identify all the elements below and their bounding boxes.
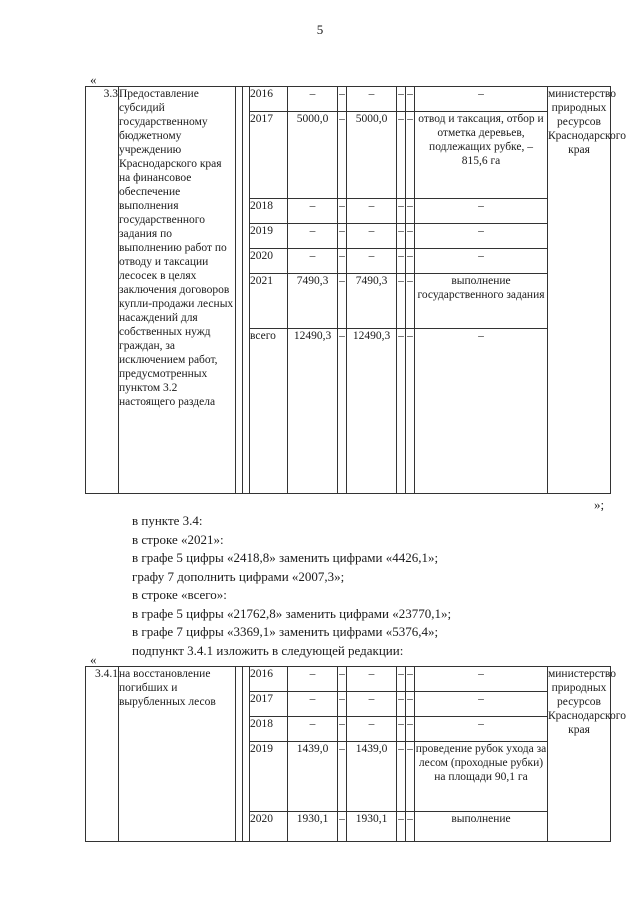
table-item-3-4-1 xyxy=(85,666,626,842)
result-cell: – xyxy=(415,692,548,717)
paragraph-line: в строке «всего»: xyxy=(132,587,227,602)
year-cell: 2020 xyxy=(250,812,288,842)
closing-quote: »; xyxy=(594,497,605,512)
paragraph-line: в графе 7 цифры «3369,1» заменить цифрами «5376,4»; xyxy=(132,624,439,639)
value-cell: – xyxy=(347,249,397,274)
value-cell: – xyxy=(347,224,397,249)
paragraph-line: в графе 5 цифры «2418,8» заменить цифрами «4426,1»; xyxy=(132,550,439,565)
value-cell: – xyxy=(347,717,397,742)
opening-quote: « xyxy=(90,652,97,667)
value-cell: – xyxy=(338,224,347,249)
narrow-column xyxy=(236,87,243,494)
total-cell: 12490,3 xyxy=(288,329,338,494)
paragraph-line: в пункте 3.4: xyxy=(132,513,203,528)
result-cell: – xyxy=(415,224,548,249)
paragraph-line: в графе 5 цифры «21762,8» заменить цифрами «23770,1»; xyxy=(132,605,452,621)
narrow-column xyxy=(243,87,250,494)
value-cell: – xyxy=(338,717,347,742)
value-cell: 1930,1 xyxy=(347,812,397,842)
value-cell: 1439,0 xyxy=(347,742,397,812)
paragraph-line: в строке «2021»: xyxy=(132,531,224,547)
table-item-3-3 xyxy=(85,86,626,494)
value-cell: 12490,3 xyxy=(347,329,397,494)
total-cell: – xyxy=(288,199,338,224)
amendment-paragraph xyxy=(132,512,612,660)
narrow-column xyxy=(236,667,243,842)
item-description: на восстановление погибших и вырубленных лесов xyxy=(119,667,236,842)
value-cell: – xyxy=(397,274,406,329)
responsible-owner: министерство природных ресурсов Краснодарского края xyxy=(548,667,611,842)
value-cell: – xyxy=(347,199,397,224)
value-cell: – xyxy=(338,742,347,812)
value-cell: – xyxy=(338,667,347,692)
result-cell: – xyxy=(415,249,548,274)
year-cell: 2016 xyxy=(250,667,288,692)
year-cell: 2016 xyxy=(250,87,288,112)
value-cell: – xyxy=(397,249,406,274)
value-cell: – xyxy=(406,329,415,494)
value-cell: – xyxy=(406,274,415,329)
item-number: 3.3 xyxy=(86,87,119,494)
total-cell: – xyxy=(288,667,338,692)
total-cell: 1930,1 xyxy=(288,812,338,842)
value-cell: – xyxy=(406,87,415,112)
responsible-owner: министерство природных ресурсов Краснодарского края xyxy=(548,87,611,494)
value-cell: – xyxy=(397,199,406,224)
value-cell: – xyxy=(397,717,406,742)
value-cell: – xyxy=(347,692,397,717)
value-cell: 7490,3 xyxy=(347,274,397,329)
value-cell: – xyxy=(397,692,406,717)
total-cell: 7490,3 xyxy=(288,274,338,329)
result-cell: – xyxy=(415,329,548,494)
value-cell: – xyxy=(397,329,406,494)
result-cell: выполнение государственного задания xyxy=(415,274,548,329)
value-cell: – xyxy=(406,249,415,274)
result-cell: выполнение xyxy=(415,812,548,842)
result-cell: – xyxy=(415,717,548,742)
result-cell: – xyxy=(415,667,548,692)
year-cell: 2019 xyxy=(250,224,288,249)
value-cell: – xyxy=(406,667,415,692)
result-cell: отвод и таксация, отбор и отметка деревьев, подлежащих рубке, – 815,6 га xyxy=(415,112,548,199)
year-cell: 2020 xyxy=(250,249,288,274)
value-cell: – xyxy=(406,224,415,249)
value-cell: – xyxy=(406,812,415,842)
narrow-column xyxy=(243,667,250,842)
value-cell: – xyxy=(397,742,406,812)
value-cell: – xyxy=(406,112,415,199)
value-cell: – xyxy=(397,667,406,692)
total-cell: – xyxy=(288,249,338,274)
value-cell: 5000,0 xyxy=(347,112,397,199)
result-cell: – xyxy=(415,199,548,224)
year-cell: всего xyxy=(250,329,288,494)
year-cell: 2019 xyxy=(250,742,288,812)
paragraph-line: подпункт 3.4.1 изложить в следующей редакции: xyxy=(132,642,404,658)
year-cell: 2017 xyxy=(250,112,288,199)
total-cell: – xyxy=(288,717,338,742)
item-description: Предоставление субсидий государственному бюджетному учреждению Краснодарского края на финансовое обеспечение выполнения государственного задания по выполнению работ по отводу и таксации лесосек в целях заключения договоров купли-продажи лесных насаждений для собственных нужд граждан, за исключением работ, предусмотренных пунктом 3.2 настоящего раздела xyxy=(119,87,236,494)
result-cell: – xyxy=(415,87,548,112)
year-cell: 2021 xyxy=(250,274,288,329)
opening-quote: « xyxy=(90,72,97,87)
value-cell: – xyxy=(397,112,406,199)
result-cell: проведение рубок ухода за лесом (проходные рубки) на площади 90,1 га xyxy=(415,742,548,812)
total-cell: – xyxy=(288,224,338,249)
year-cell: 2018 xyxy=(250,199,288,224)
value-cell: – xyxy=(338,87,347,112)
value-cell: – xyxy=(406,199,415,224)
value-cell: – xyxy=(406,692,415,717)
paragraph-line: графу 7 дополнить цифрами «2007,3»; xyxy=(132,568,345,584)
value-cell: – xyxy=(338,692,347,717)
year-cell: 2018 xyxy=(250,717,288,742)
value-cell: – xyxy=(347,667,397,692)
value-cell: – xyxy=(338,329,347,494)
value-cell: – xyxy=(338,812,347,842)
value-cell: – xyxy=(406,742,415,812)
total-cell: 5000,0 xyxy=(288,112,338,199)
total-cell: – xyxy=(288,692,338,717)
value-cell: – xyxy=(347,87,397,112)
value-cell: – xyxy=(397,87,406,112)
item-number: 3.4.1 xyxy=(86,667,119,842)
value-cell: – xyxy=(397,224,406,249)
total-cell: 1439,0 xyxy=(288,742,338,812)
value-cell: – xyxy=(338,112,347,199)
year-cell: 2017 xyxy=(250,692,288,717)
value-cell: – xyxy=(338,274,347,329)
value-cell: – xyxy=(406,717,415,742)
page-number: 5 xyxy=(316,22,324,37)
total-cell: – xyxy=(288,87,338,112)
value-cell: – xyxy=(397,812,406,842)
value-cell: – xyxy=(338,249,347,274)
value-cell: – xyxy=(338,199,347,224)
